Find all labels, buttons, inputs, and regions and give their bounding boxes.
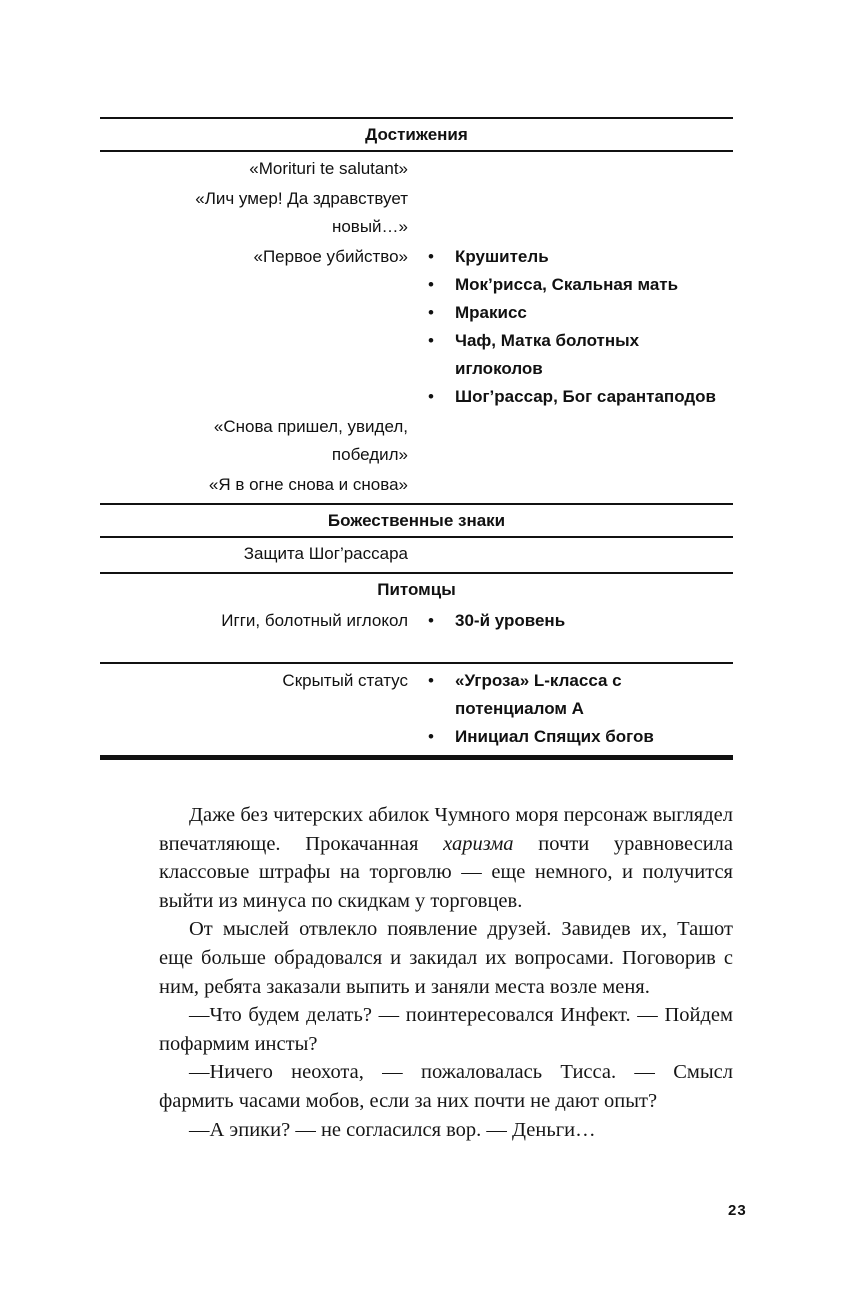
list-item: • Чаф, Матка болотных иглоколов (426, 327, 733, 383)
row-label: «Первое убийство» (253, 247, 408, 266)
value-list (426, 607, 733, 635)
dialogue-line: —А эпики? — не согласился вор. — Деньги… (189, 1118, 596, 1141)
row-values (408, 538, 733, 568)
section-title-divine-signs: Божественные знаки (327, 511, 506, 530)
row-label: Игги, болотный иглокол (221, 611, 408, 630)
text-run: Даже без читерских абилок Чумного моря персонаж выглядел впечатляюще. Прокачанная (159, 804, 733, 855)
row-label: «Снова пришел, увидел, победил» (213, 417, 408, 464)
row-label: «Лич умер! Да здравствует новый…» (195, 189, 408, 236)
dialogue-line: —Что будем делать? — поинтересовался Инфект. — Пойдем пофармим инсты? (159, 1004, 733, 1055)
row-values (408, 469, 733, 499)
body-text (159, 801, 733, 1144)
table-row (100, 241, 733, 411)
row-label: «Morituri te salutant» (249, 159, 408, 178)
row-values (408, 183, 733, 241)
list-item: • Мок’рисса, Скальная мать (426, 271, 733, 299)
list-item: • Мракисс (426, 299, 733, 327)
page-number: 23 (728, 1202, 747, 1219)
list-item: • Инициал Спящих богов (426, 723, 733, 751)
row-label: Скрытый статус (282, 671, 408, 690)
dialogue-line: —Ничего неохота, — пожаловалась Тисса. — Смысл фармить часами мобов, если за них почти не дают опыт? (159, 1061, 733, 1112)
emphasis-charisma: харизма (443, 832, 514, 855)
list-item: • Шог’рассар, Бог сарантаподов (426, 383, 733, 411)
table-row (100, 605, 733, 662)
table-row (100, 411, 733, 469)
row-label: «Я в огне снова и снова» (208, 475, 408, 494)
value-list (426, 667, 733, 751)
row-values (408, 153, 733, 183)
row-values (408, 241, 733, 411)
table-row (100, 538, 733, 572)
row-values (408, 411, 733, 469)
paragraph: От мыслей отвлекло появление друзей. Завидев их, Ташот еще больше обрадовался и закидал их вопросами. Поговорив с ним, ребята заказали выпить и заняли места возле меня. (159, 918, 733, 998)
table-row (100, 469, 733, 503)
table-row (100, 664, 733, 755)
section-title-achievements: Достижения (365, 125, 468, 144)
text-run: почти уравновесила классовые штрафы на торговлю — еще немного, и получится выйти из минуса по скидкам у торговцев. (159, 832, 733, 912)
paragraph (159, 801, 733, 915)
list-item: • Крушитель (426, 243, 733, 271)
section-title-pets: Питомцы (377, 580, 456, 599)
row-values (408, 665, 733, 751)
list-item: • «Угроза» L-класса с потенциалом A (426, 667, 733, 723)
row-label: Защита Шог’рассара (243, 544, 408, 563)
table-row (100, 183, 733, 241)
character-stats-table (100, 117, 733, 760)
row-values (408, 605, 733, 635)
value-list (426, 243, 733, 411)
table-row (100, 152, 733, 183)
table-bottom-rule (100, 755, 733, 760)
list-item: • 30-й уровень (426, 607, 733, 635)
